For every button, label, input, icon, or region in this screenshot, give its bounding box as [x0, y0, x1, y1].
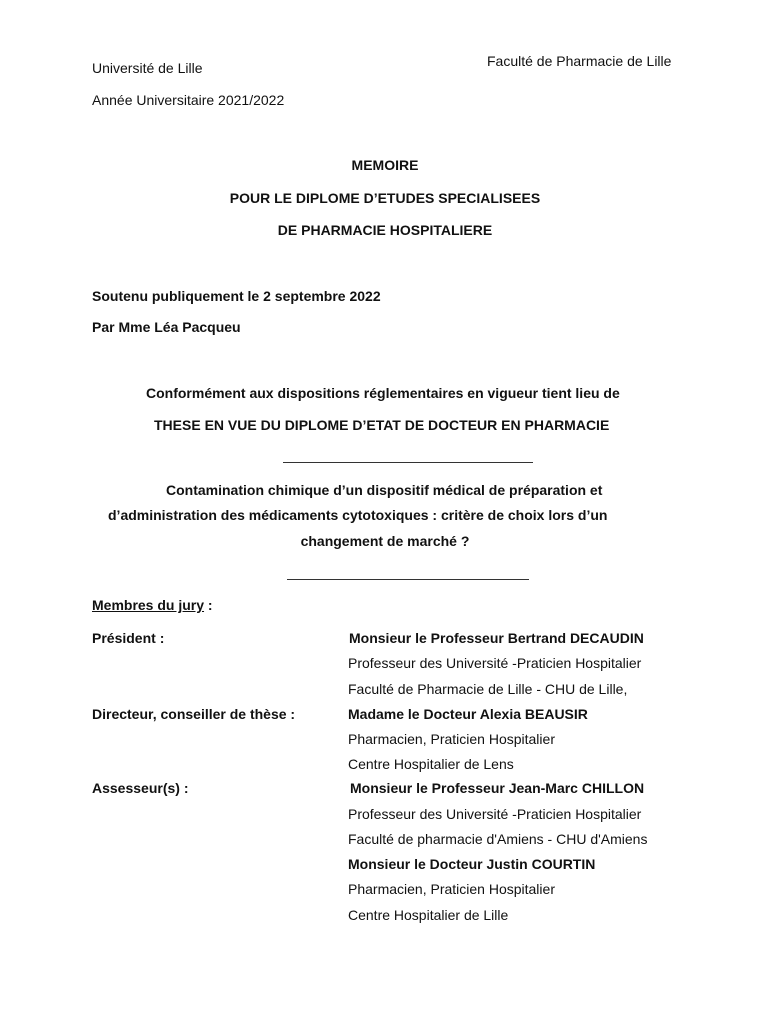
director-affiliation: Centre Hospitalier de Lens: [348, 756, 514, 772]
assessor2-title: Pharmacien, Praticien Hospitalier: [348, 881, 555, 897]
president-name: Monsieur le Professeur Bertrand DECAUDIN: [349, 630, 644, 646]
assessor1-name: Monsieur le Professeur Jean-Marc CHILLON: [350, 780, 645, 796]
role-assessors: Assesseur(s) :: [92, 780, 189, 796]
separator-rule-bottom: [287, 579, 529, 580]
thesis-title-line2: d’administration des médicaments cytotoxiques : critère de choix lors d’un: [108, 507, 608, 523]
academic-year: Année Universitaire 2021/2022: [92, 92, 285, 108]
title-memoire: MEMOIRE: [351, 157, 419, 173]
thesis-type: THESE EN VUE DU DIPLOME D’ETAT DE DOCTEUR EN PHARMACIE: [154, 417, 610, 433]
title-diploma: POUR LE DIPLOME D’ETUDES SPECIALISEES: [229, 190, 541, 206]
assessor1-affiliation: Faculté de pharmacie d'Amiens - CHU d'Amiens: [348, 831, 648, 847]
jury-heading-text: Membres du jury: [92, 597, 205, 613]
role-director: Directeur, conseiller de thèse :: [92, 706, 296, 722]
title-specialty: DE PHARMACIE HOSPITALIERE: [277, 222, 493, 238]
jury-heading-colon: :: [204, 597, 213, 613]
conformity-statement: Conformément aux dispositions réglementaires en vigueur tient lieu de: [146, 385, 620, 401]
faculty-name: Faculté de Pharmacie de Lille: [487, 53, 672, 69]
thesis-title-line1: Contamination chimique d’un dispositif médical de préparation et: [166, 482, 603, 498]
director-title: Pharmacien, Praticien Hospitalier: [348, 731, 555, 747]
jury-heading: [92, 597, 213, 613]
director-name: Madame le Docteur Alexia BEAUSIR: [348, 706, 588, 722]
president-title: Professeur des Université -Praticien Hospitalier: [348, 655, 642, 671]
university-name: Université de Lille: [92, 60, 203, 76]
assessor2-name: Monsieur le Docteur Justin COURTIN: [348, 856, 596, 872]
role-president: Président :: [92, 630, 165, 646]
assessor2-affiliation: Centre Hospitalier de Lille: [348, 907, 509, 923]
assessor1-title: Professeur des Université -Praticien Hospitalier: [348, 806, 642, 822]
separator-rule-top: [283, 462, 533, 463]
thesis-title-line3: changement de marché ?: [300, 533, 470, 549]
president-affiliation: Faculté de Pharmacie de Lille - CHU de Lille,: [348, 681, 628, 697]
author-line: Par Mme Léa Pacqueu: [92, 319, 241, 335]
defense-date: Soutenu publiquement le 2 septembre 2022: [92, 288, 381, 304]
